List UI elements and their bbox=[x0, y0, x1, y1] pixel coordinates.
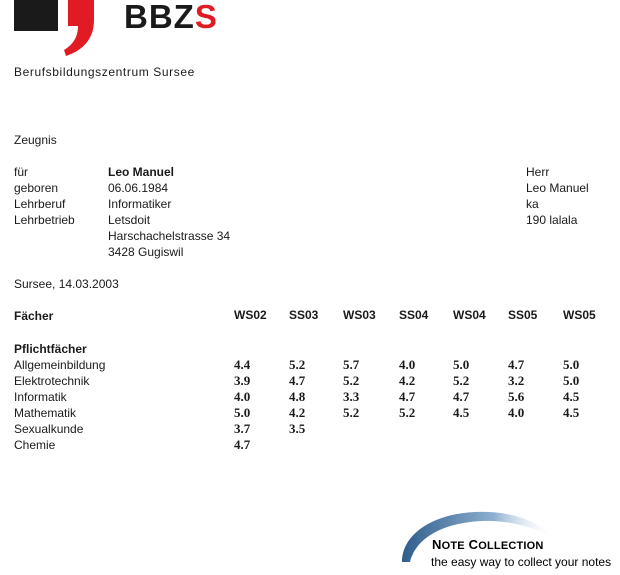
grade-cell: 4.0 bbox=[234, 389, 251, 404]
grade-cell: 5.7 bbox=[343, 357, 360, 372]
company-address-city: 3428 Gugiswil bbox=[108, 245, 184, 259]
grade-cell: 4.8 bbox=[289, 389, 306, 404]
grade-cell: 4.7 bbox=[234, 437, 251, 452]
field-label-fuer: für bbox=[14, 165, 29, 179]
grade-cell: 5.6 bbox=[508, 389, 525, 404]
subject-label: Allgemeinbildung bbox=[14, 358, 106, 372]
grade-cell: 5.0 bbox=[563, 357, 580, 372]
grade-cell: 3.9 bbox=[234, 373, 251, 388]
grade-cell: 5.2 bbox=[399, 405, 416, 420]
recipient-line-1: ka bbox=[526, 197, 539, 211]
section-title-pflichtfaecher: Pflichtfächer bbox=[14, 342, 87, 356]
grade-cell: 4.2 bbox=[399, 373, 416, 388]
semester-header: SS03 bbox=[289, 308, 319, 322]
field-value-profession: Informatiker bbox=[108, 197, 172, 211]
nc-small-1: OTE bbox=[441, 540, 465, 552]
grade-cell: 5.0 bbox=[563, 373, 580, 388]
grade-cell: 4.4 bbox=[234, 357, 251, 372]
grade-cell: 4.2 bbox=[289, 405, 306, 420]
subject-label: Elektrotechnik bbox=[14, 374, 90, 388]
grade-cell: 3.2 bbox=[508, 373, 525, 388]
grade-cell: 3.7 bbox=[234, 421, 251, 436]
note-collection-title bbox=[432, 537, 544, 552]
field-value-name: Leo Manuel bbox=[108, 165, 175, 179]
field-label-lehrbetrieb: Lehrbetrieb bbox=[14, 213, 75, 227]
grade-cell: 5.2 bbox=[453, 373, 470, 388]
brand-prefix: BBZ bbox=[124, 0, 195, 35]
nc-cap-1: N bbox=[432, 537, 442, 552]
field-label-geboren: geboren bbox=[14, 181, 59, 195]
semester-header: WS04 bbox=[453, 308, 486, 322]
semester-header: SS05 bbox=[508, 308, 538, 322]
place-date: Sursee, 14.03.2003 bbox=[14, 277, 119, 291]
grade-cell: 5.2 bbox=[343, 373, 360, 388]
nc-cap-2: C bbox=[468, 537, 479, 552]
field-label-lehrberuf: Lehrberuf bbox=[14, 197, 66, 211]
grade-cell: 4.7 bbox=[508, 357, 525, 372]
brand-subtitle: Berufsbildungszentrum Sursee bbox=[14, 65, 195, 79]
brand-accent: S bbox=[194, 0, 218, 35]
grade-cell: 4.0 bbox=[399, 357, 416, 372]
grade-cell: 3.3 bbox=[343, 389, 360, 404]
grade-cell: 5.2 bbox=[343, 405, 360, 420]
semester-header: WS05 bbox=[563, 308, 596, 322]
grade-cell: 4.7 bbox=[289, 373, 306, 388]
subject-label: Informatik bbox=[14, 390, 67, 404]
recipient-line-2: 190 lalala bbox=[526, 213, 578, 227]
semester-header: WS03 bbox=[343, 308, 376, 322]
logo-comma-icon bbox=[60, 0, 106, 58]
recipient-salutation: Herr bbox=[526, 165, 550, 179]
grade-cell: 3.5 bbox=[289, 421, 306, 436]
grade-cell: 4.7 bbox=[399, 389, 416, 404]
grade-cell: 5.0 bbox=[234, 405, 251, 420]
recipient-name: Leo Manuel bbox=[526, 181, 589, 195]
note-collection-tagline: the easy way to collect your notes bbox=[431, 555, 612, 569]
subject-label: Sexualkunde bbox=[14, 422, 84, 436]
semester-header: SS04 bbox=[399, 308, 429, 322]
logo-block bbox=[14, 0, 58, 31]
grade-cell: 4.7 bbox=[453, 389, 470, 404]
subject-label: Chemie bbox=[14, 438, 56, 452]
grade-cell: 4.5 bbox=[453, 405, 470, 420]
grade-cell: 4.5 bbox=[563, 405, 580, 420]
semester-header: WS02 bbox=[234, 308, 267, 322]
grade-cell: 4.0 bbox=[508, 405, 525, 420]
grade-cell: 5.0 bbox=[453, 357, 470, 372]
subject-label: Mathematik bbox=[14, 406, 77, 420]
subjects-header: Fächer bbox=[14, 309, 54, 323]
document-title: Zeugnis bbox=[14, 133, 57, 147]
grade-cell: 4.5 bbox=[563, 389, 580, 404]
field-value-birthdate: 06.06.1984 bbox=[108, 181, 169, 195]
grade-cell: 5.2 bbox=[289, 357, 306, 372]
company-address-street: Harschachelstrasse 34 bbox=[108, 229, 231, 243]
brand-name bbox=[124, 0, 218, 36]
nc-small-2: OLLECTION bbox=[478, 540, 544, 552]
field-value-company: Letsdoit bbox=[108, 213, 151, 227]
